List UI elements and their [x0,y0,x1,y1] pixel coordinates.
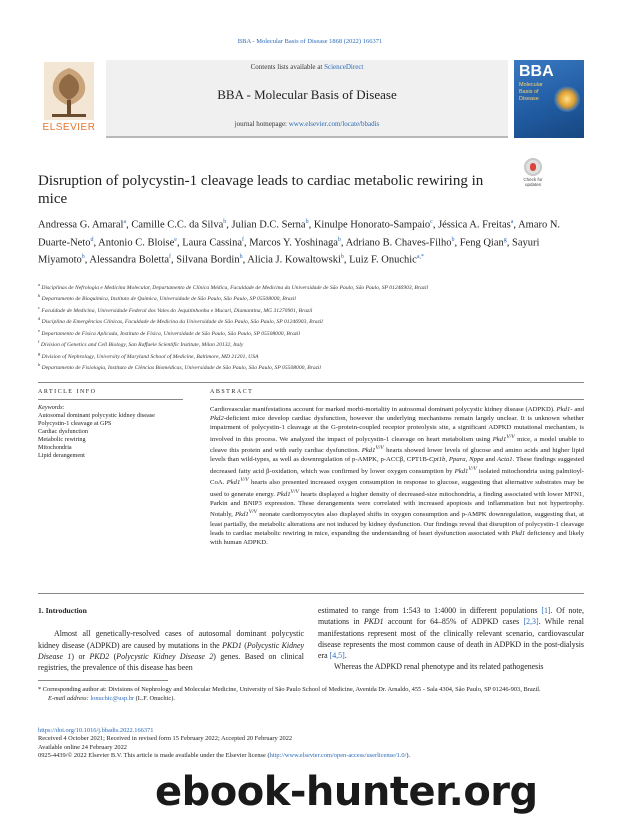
keyword-item: Metabolic rewiring [38,436,86,443]
affiliation-item [38,281,584,292]
body-segment: ) or [71,651,90,661]
cover-title: BBA [519,63,554,80]
abstract-segment: , CPT1B- [403,456,430,464]
author-name[interactable]: Alessandra Boletta [89,254,170,266]
author-name[interactable]: Alicia J. Kowaltowski [247,254,341,266]
author-affiliation-marker[interactable]: g [503,236,507,243]
reference-link[interactable]: [4,5] [329,651,345,661]
author-name[interactable]: Jéssica A. Freitas [438,219,511,231]
article-history [38,727,584,761]
license-line [38,752,584,760]
author-list: Andressa G. Amaral$^a$, Camille C.C. da Silva$^b$, Julian D.C. Serna$^b$, Kinulpe Honorato-Sampaio$^c$, Jéssica A. Freitas$^a$, Amaro N. Duarte-Neto$^d$, Antonio C. Bloise$^e$, Laura Cassina$^f$, Marcos Y. Yoshinaga$^b$, Adriano B. Chaves-Filho$^b$, Feng Qian$^g$, Sayuri Miyamoto$^b$, Alessandra Boletta$^f$, Silvana Bordin$^h$, Alicia J. Kowaltowski$^b$, Luiz F. Onuchic$^{a,*}$ [38,219,561,266]
body-segment: . [344,651,347,661]
affiliation-text: Division of Genetics and Cell Biology, San Raffaele Scientific Institute, Milan 20132, Italy [40,342,244,349]
abstract-segment: Pkd1 [226,479,241,487]
author-name[interactable]: Amaro N. Duarte-Neto [38,219,561,248]
abstract-segment: hearts showed lower levels of glucose and amino acids and higher lipid levels than wild-types, as well as downregulation of p-AMPK, p-ACC [210,447,584,464]
abstract-segment: Cpt1b, Ppara, Nppa [429,456,484,464]
abstract-text [210,405,584,547]
abstract-segment: Pkd1 [361,447,376,455]
abstract-segment: mice, a model unable to cleave this protein and with early cardiac dysfunction. [210,435,584,455]
author-affiliation-marker[interactable]: e [174,236,177,243]
body-paragraph [318,605,584,661]
watermark-text: ebook-hunter.org [155,769,538,815]
body-segment: . While renal manifestations represent most of the clinically relevant scenario, cardiovascular disease represents the most common cause of death in ADPKD in the post-dialysis era [318,617,584,661]
cover-illustration [554,86,580,112]
abstract-segment: Pkd1 [492,435,507,443]
footnote-divider [38,680,168,681]
author-name[interactable]: Adriano B. Chaves-Filho [345,237,452,248]
abstract-segment: V/V [290,488,299,495]
affiliation-key: b [38,293,41,299]
received-dates: Received 4 October 2021; Received in revised form 15 February 2022; Accepted 20 February 2022 [38,735,293,743]
keyword-item: Polycystin-1 cleavage at GPS [38,420,112,427]
abstract-segment: Cardiovascular manifestations account for marked morbi-mortality in autosomal dominant polycystic kidney disease (ADPKD). [210,406,557,413]
body-paragraph: Whereas the ADPKD renal phenotype and its related pathogenesis [334,662,544,672]
affiliation-item [38,292,584,303]
affiliation-key: f [38,339,40,345]
body-segment: ( [241,640,247,650]
abstract-segment: deficiency and likely with human ADPKD. [210,529,585,547]
affiliation-text: Division of Nephrology, University of Maryland School of Medicine, Baltimore, MD 21201, USA [41,353,259,360]
affiliation-text: Disciplina de Emergências Clínicas, Faculdade de Medicina da Universidade de São Paulo, São Paulo, SP 01246903, Brazil [41,319,323,326]
author-name[interactable]: Silvana Bordin [176,254,240,266]
affiliation-text: Disciplinas de Nefrologia e Medicina Molecular, Departamento de Clínica Médica, Faculdade de Medicina da Universidade de São Paulo, São Paulo, SP 01246903, Brazil [41,284,429,291]
affiliation-item [38,361,584,372]
keyword-item: Mitochondria [38,444,72,451]
elsevier-tree-icon [44,62,94,120]
doi-link[interactable]: https://doi.org/10.1016/j.bbadis.2022.166371 [38,727,154,734]
abstract-label: ABSTRACT [210,389,254,395]
article-info-label: ARTICLE INFO [38,389,97,395]
author-name[interactable]: Kinulpe Honorato-Sampaio [313,219,431,231]
author-name[interactable]: Julian D.C. Serna [231,219,306,231]
affiliation-text: Departamento de Bioquímica, Instituto de Química, Universidade de São Paulo, São Paulo, SP 05508000, Brazil [41,296,296,303]
abstract-segment: V/V [240,477,249,484]
author-affiliation-marker[interactable]: a [123,219,127,225]
abstract-segment: and [483,456,498,464]
author-affiliation-marker[interactable]: b [305,219,309,225]
abstract-divider [210,399,584,400]
reference-link[interactable]: [2,3] [523,617,539,627]
abstract-segment: V/V [506,433,515,440]
email-suffix: (L.F. Onuchic). [134,694,175,702]
body-column-right [318,605,584,673]
author-affiliation-marker[interactable]: d [90,236,94,243]
author-affiliation-marker[interactable]: b [337,236,341,243]
affiliation-text: Departamento de Física Aplicada, Instituto de Física, Universidade de São Paulo, São Paulo, SP 05508000, Brazil [41,330,301,337]
author-name[interactable]: Sayuri Miyamoto [38,237,540,266]
author-affiliation-marker[interactable]: b [340,254,344,260]
abstract-segment: . These findings suggested decreased fatty acid β-oxidation, which was confirmed by lower oxygen consumption by [210,456,585,475]
abstract-segment: Pkd1 [556,406,571,413]
affiliation-key: d [38,316,41,322]
body-segment: PKD2 [89,651,110,661]
cover-subtitle [519,82,543,103]
author-affiliation-marker[interactable]: b [81,254,85,260]
contents-prefix: Contents lists available at [250,63,325,71]
author-name[interactable]: Laura Cassina [182,237,242,248]
cover-subtitle-line: Molecular [519,82,543,88]
cover-subtitle-line: Disease [519,96,539,102]
body-segment: . Of note, mutations in [318,606,584,627]
abstract-segment: β [399,456,404,464]
elsevier-logo[interactable] [38,60,100,138]
body-column-left [38,605,304,673]
sciencedirect-link[interactable]: ScienceDirect [324,63,364,71]
keywords-title: Keywords: [38,404,65,411]
check-updates-line: updates [524,182,541,187]
article-info-divider [38,399,183,400]
elsevier-wordmark: ELSEVIER [42,122,96,133]
keyword-item: Autosomal dominant polycystic kidney disease [38,412,155,419]
abstract-segment: Pkd1 [276,490,291,498]
affiliation-key: g [38,350,41,356]
homepage-line [106,120,508,128]
body-paragraph [38,628,304,673]
section-heading-introduction: 1. Introduction [38,606,87,615]
license-text: ). [406,752,411,760]
affiliation-item [38,315,584,326]
abstract-segment: -deficient mice develop cardiac dysfunction, however the underlying mechanisms remain largely unclear. It is unknown whether impairment of polycystin-1 cleavage at the G-protein-coupled receptor proteolysis site, a significant ADPKD mutational mechanism, is involved in this process. We analyzed the impact of polycystin-1 cleavage on heart metabolism using [210,415,584,443]
affiliation-key: h [38,362,41,368]
author-affiliation-marker[interactable]: b [223,219,227,225]
online-date: Available online 24 February 2022 [38,743,127,751]
article-title: Disruption of polycystin-1 cleavage leads to cardiac metabolic rewiring in mice [38,173,484,207]
journal-cover-image[interactable] [514,60,584,138]
check-updates-icon [524,158,542,176]
author-name[interactable]: Luiz F. Onuchic [349,254,417,266]
author-affiliation-marker[interactable]: a,* [416,254,424,260]
affiliation-key: c [38,304,40,310]
affiliation-key: a [38,282,40,287]
email-line [38,695,584,704]
author-affiliation-marker[interactable]: h [239,254,243,260]
reference-link[interactable]: [1] [541,606,551,615]
keyword-item: Lipid derangement [38,452,85,459]
abstract-segment: hearts also presented increased oxygen consumption in response to glucose, suggesting that alternative substrates may be used to generate energy. [210,479,584,498]
keyword-item: Cardiac dysfunction [38,428,89,435]
check-updates-label [520,177,546,187]
body-segment: PKD1 [363,617,384,627]
abstract-segment: Pkd1 [454,467,469,475]
body-segment: Polycystic Kidney Disease 1 [38,640,304,661]
author-name[interactable]: Marcos Y. Yoshinaga [249,237,338,248]
email-link[interactable]: lonuchic@usp.br [90,694,135,702]
check-for-updates-button[interactable] [520,158,546,188]
license-link[interactable]: http://www.elsevier.com/open-access/userlicense/1.0/ [269,752,407,760]
section-divider [38,382,584,383]
author-name[interactable]: Feng Qian [459,237,504,248]
body-segment: account for 64–85% of ADPKD cases [383,617,524,627]
abstract-bottom-divider [38,593,584,594]
author-name[interactable]: Camille C.C. da Silva [131,219,224,231]
affiliation-key: e [38,327,40,333]
author-affiliation-marker[interactable]: b [451,236,455,243]
contents-line [106,63,508,71]
body-segment: ( [109,651,117,661]
affiliation-item [38,350,584,361]
corresponding-author-note: * Corresponding author at: Divisions of Nephrology and Molecular Medicine, University of São Paulo School of Medicine, Avenida Dr. Arnaldo, 455 - Sala 4304, São Paulo, SP 01246-903, Brazil. [38,686,541,693]
cover-subtitle-line: Basis of [519,89,539,95]
abstract-segment: Pkd2 [210,415,224,423]
footnote [38,686,584,703]
author-affiliation-marker[interactable]: c [430,219,433,225]
author-affiliation-marker[interactable]: f [242,236,244,243]
journal-title-box [106,60,508,138]
abstract-segment: V/V [375,445,384,452]
affiliation-item [38,327,584,338]
check-updates-line: Check for [523,177,543,182]
abstract-segment: Pkd1 [234,511,249,519]
abstract-segment: V/V [468,465,477,472]
affiliation-item [38,338,584,349]
email-label: E-mail address: [48,694,91,702]
body-segment: Almost all genetically-resolved cases of autosomal dominant polycystic kidney disease (ADPKD) are caused by mutations in the [38,629,304,650]
author-affiliation-marker[interactable]: a [510,219,514,225]
body-segment: Polycystic Kidney Disease 2 [116,651,214,661]
abstract-segment: Acta1 [497,456,513,464]
license-text: 0925-4439/© 2022 Elsevier B.V. This article is made available under the Elsevier license ( [38,752,270,760]
keywords-box [38,404,183,460]
abstract-segment: - and [570,406,584,413]
abstract-segment: isolated mitochondria using palmitoyl-CoA. [210,467,584,487]
abstract-segment: hearts displayed a higher density of decreased-size mitochondria, a finding associated with lower MFN1, Parkin and BNIP3 expression. These derangements were correlated with increased apoptosis and inflammation but not hypertrophy. Notably, [210,490,584,519]
keywords-list [38,412,183,460]
affiliation-text: Faculdade de Medicina, Universidade Federal dos Vales do Jequitinhonha e Mucuri, Diamantina, MG 31270901, Brazil [41,307,313,314]
author-affiliation-marker[interactable]: f [169,254,172,260]
affiliation-text: Departamento de Fisiologia, Instituto de Ciências Biomédicas, Universidade de São Paulo, São Paulo, SP 05508000, Brazil [41,365,321,372]
author-name[interactable]: Andressa G. Amaral [38,219,124,231]
homepage-prefix: journal homepage: [234,120,289,128]
affiliation-list [38,281,584,373]
abstract-segment: neonate cardiomyocytes also displayed shifts in oxygen consumption and p-AMPK downregulation, suggesting that, at least partially, the metabolic alterations are not induced by kidney dysfunction. Our findings reveal that disruption of polycystin-1 cleavage leads to cardiac metabolic rewiring in mice, expanding the understanding of heart dysfunction associated with [210,511,584,537]
journal-citation-header[interactable]: BBA - Molecular Basis of Disease 1868 (2022) 166371 [237,38,383,45]
abstract-segment: V/V [248,509,258,516]
affiliation-item [38,304,584,315]
abstract-segment: Pkd1 [511,529,526,537]
body-segment: PKD1 [222,640,242,650]
body-segment: ) genes. Based on clinical registries, the prevalence of this disease has been [38,651,304,673]
journal-name: BBA - Molecular Basis of Disease [217,87,397,102]
homepage-link[interactable]: www.elsevier.com/locate/bbadis [288,120,380,128]
author-name[interactable]: Antonio C. Bloise [98,237,175,248]
body-segment: estimated to range from 1:543 to 1:4000 in different populations [318,606,542,615]
journal-masthead [38,60,584,138]
